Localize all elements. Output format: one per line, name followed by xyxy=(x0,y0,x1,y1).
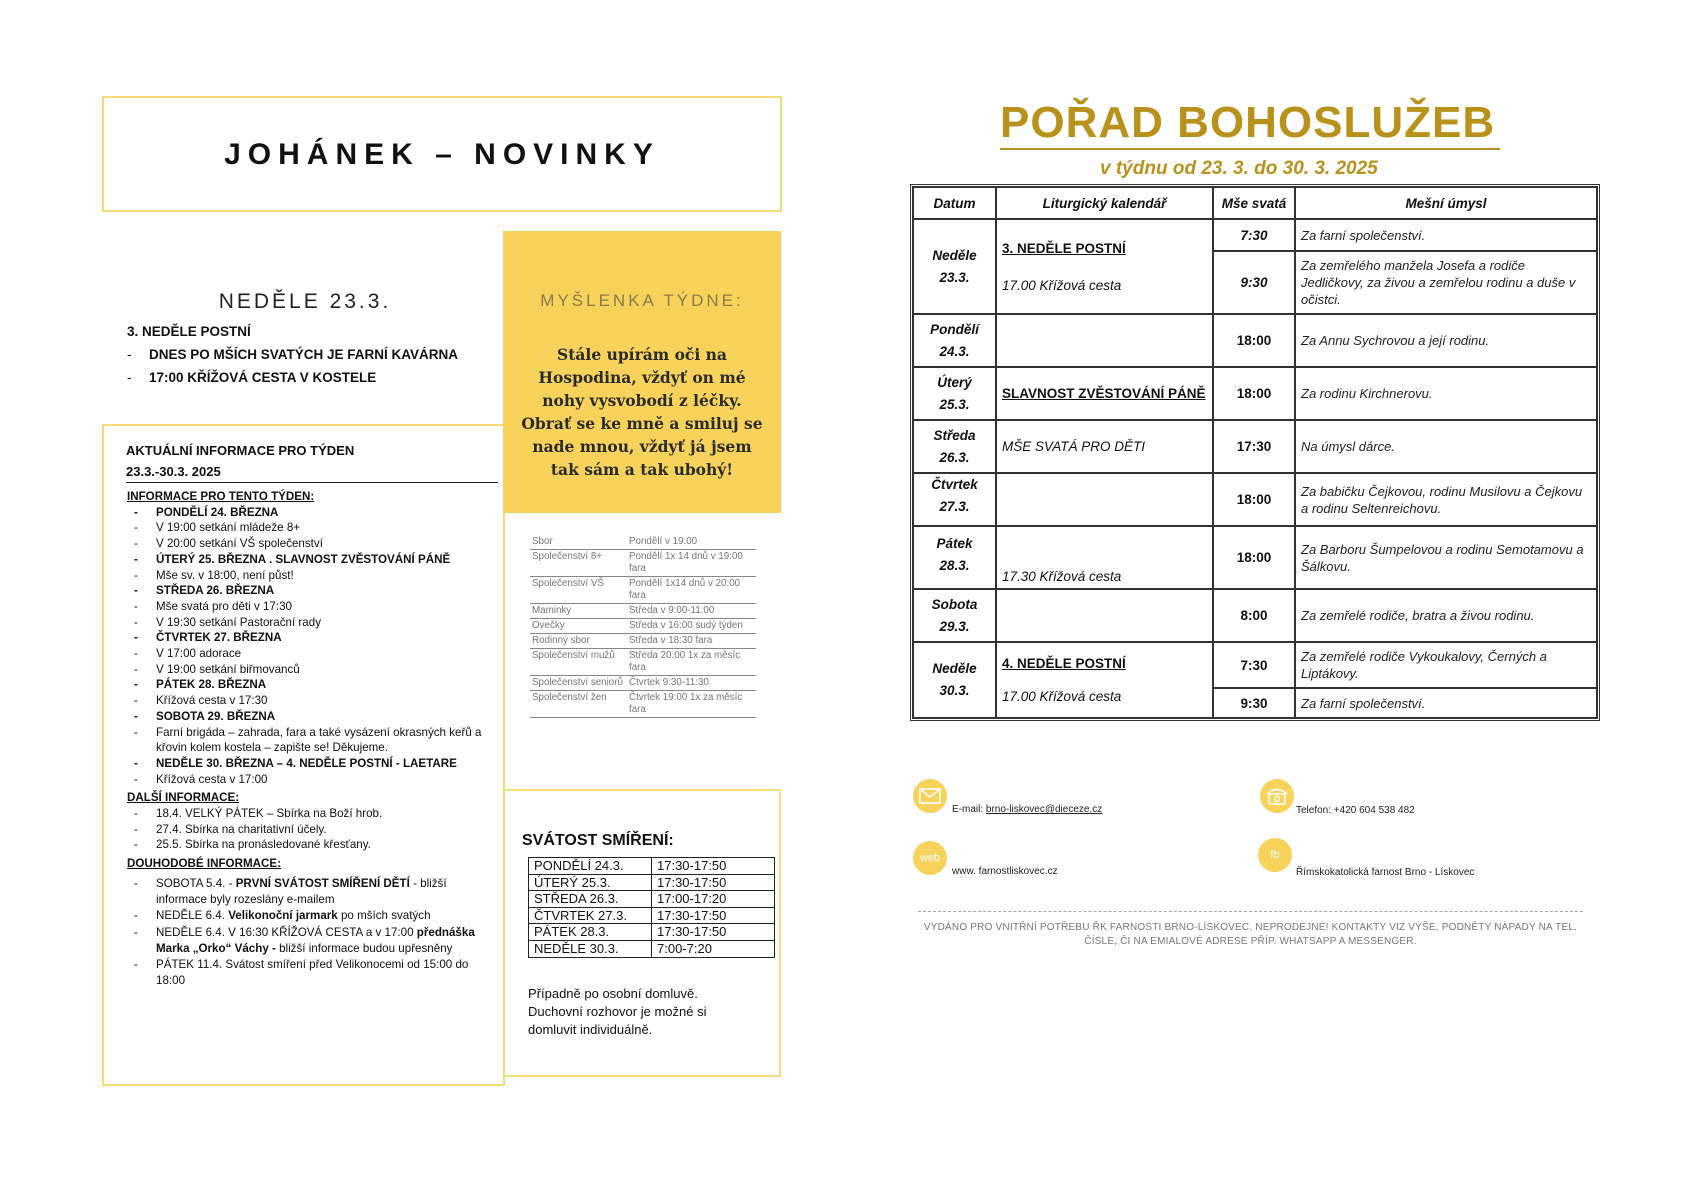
mass-time: 18:00 xyxy=(1213,367,1295,420)
liturgy-cell xyxy=(996,314,1213,367)
web-link[interactable]: www. farnostliskovec.cz xyxy=(952,866,1058,877)
list-item: - NEDĚLE 30. BŘEZNA – 4. NEDĚLE POSTNÍ - LAETARE xyxy=(126,756,498,772)
group-time: Čtvrtek 19:00 1x za měsíc fara xyxy=(627,691,756,718)
confession-heading: SVÁTOST SMÍŘENÍ: xyxy=(522,832,674,849)
day-cell: Středa 26.3. xyxy=(913,420,996,473)
mass-intention: Za rodinu Kirchnerovu. xyxy=(1295,367,1597,420)
mass-time: 7:30 xyxy=(1213,219,1295,251)
confession-time: 7:00-7:20 xyxy=(652,940,775,957)
list-item: - V 19:00 setkání biřmovanců xyxy=(126,662,498,678)
list-item: - ČTVRTEK 27. BŘEZNA xyxy=(126,630,498,646)
confession-day: STŘEDA 26.3. xyxy=(529,891,652,908)
mass-time: 18:00 xyxy=(1213,526,1295,589)
table-row xyxy=(530,604,756,619)
table-row xyxy=(913,642,1597,688)
liturgy-cell: SLAVNOST ZVĚSTOVÁNÍ PÁNĚ xyxy=(996,367,1213,420)
week-info-title: INFORMACE PRO TENTO TÝDEN: xyxy=(127,490,315,503)
confession-time: 17:30-17:50 xyxy=(652,924,775,941)
list-item: - STŘEDA 26. BŘEZNA xyxy=(126,583,498,599)
info-date-range: 23.3.-30.3. 2025 xyxy=(126,461,498,483)
title-box xyxy=(102,96,782,212)
mass-intention: Na úmysl dárce. xyxy=(1295,420,1597,473)
liturgy-cell: 17.30 Křížová cesta xyxy=(996,526,1213,589)
day-cell: Pondělí 24.3. xyxy=(913,314,996,367)
list-item: - SOBOTA 5.4. - PRVNÍ SVÁTOST SMÍŘENÍ DĚTÍ - bližší informace byly rozeslány e-mailem xyxy=(126,876,498,907)
table-row xyxy=(530,550,756,577)
mass-time: 7:30 xyxy=(1213,642,1295,688)
table-row xyxy=(530,676,756,691)
table-row xyxy=(530,691,756,718)
list-item: - NEDĚLE 6.4. V 16:30 KŘÍŽOVÁ CESTA a v 17:00 přednáška Marka „Orko“ Váchy - bližší informace budou upřesněny xyxy=(126,925,498,956)
mass-intention: Za zemřelého manžela Josefa a rodiče Jedličkovy, za živou a zemřelou rodinu a duše v očistci. xyxy=(1295,251,1597,314)
group-time: Pondělí 1x 14 dnů v 19:00 fara xyxy=(627,550,756,577)
sunday-list xyxy=(127,320,458,389)
more-info-title: DALŠÍ INFORMACE: xyxy=(127,791,240,805)
group-time: Čtvrtek 9:30-11:30 xyxy=(627,676,756,691)
table-row xyxy=(529,924,775,941)
confession-time: 17:30-17:50 xyxy=(652,907,775,924)
table-row xyxy=(530,535,756,550)
mass-intention: Za Annu Sychrovou a její rodinu. xyxy=(1295,314,1597,367)
liturgy-cell: 4. NEDĚLE POSTNÍ 17.00 Křížová cesta xyxy=(996,642,1213,718)
mass-time: 17:30 xyxy=(1213,420,1295,473)
table-row xyxy=(530,619,756,634)
group-time: Pondělí v 19:00 xyxy=(627,535,756,550)
day-cell: Čtvrtek 27.3. xyxy=(913,473,996,526)
group-name: Maminky xyxy=(530,604,627,619)
group-name: Společenství 8+ xyxy=(530,550,627,577)
day-cell: Neděle 30.3. xyxy=(913,642,996,718)
col-header: Liturgický kalendář xyxy=(996,187,1213,219)
mass-intention: Za babičku Čejkovou, rodinu Musilovu a Čejkovu a rodinu Seltenreichovu. xyxy=(1295,473,1597,526)
list-item: - ÚTERÝ 25. BŘEZNA . SLAVNOST ZVĚSTOVÁNÍ PÁNĚ xyxy=(126,552,498,568)
table-row xyxy=(530,577,756,604)
long-info-title: DOUHODOBÉ INFORMACE: xyxy=(127,857,281,871)
week-info-list xyxy=(126,505,498,788)
confession-day: PÁTEK 28.3. xyxy=(529,924,652,941)
facebook-icon: fb xyxy=(1258,838,1292,872)
list-item: - V 20:00 setkání VŠ společenství xyxy=(126,536,498,552)
mass-time: 8:00 xyxy=(1213,589,1295,642)
liturgy-cell xyxy=(996,589,1213,642)
divider xyxy=(918,911,1583,912)
table-row xyxy=(913,589,1597,642)
table-row xyxy=(530,649,756,676)
confession-time: 17:00-17:20 xyxy=(652,891,775,908)
confession-day: ČTVRTEK 27.3. xyxy=(529,907,652,924)
page-title: JOHÁNEK – NOVINKY xyxy=(224,138,660,171)
table-row xyxy=(529,940,775,957)
phone-contact: Telefon: +420 604 538 482 xyxy=(1296,805,1415,816)
envelope-icon xyxy=(913,779,947,813)
confession-day: ÚTERÝ 25.3. xyxy=(529,874,652,891)
title-underline xyxy=(1000,148,1500,150)
groups-table xyxy=(530,535,756,718)
mass-intention: Za farní společenství. xyxy=(1295,688,1597,718)
table-row xyxy=(530,634,756,649)
email-contact: E-mail: brno-liskovec@dieceze.cz xyxy=(952,804,1103,815)
day-cell: Sobota 29.3. xyxy=(913,589,996,642)
list-item: - V 17:00 adorace xyxy=(126,646,498,662)
web-icon: web xyxy=(913,841,947,875)
mass-intention: Za zemřelé rodiče, bratra a živou rodinu. xyxy=(1295,589,1597,642)
thought-quote: Stále upírám oči na Hospodina, vždyť on mé nohy vysvobodí z léčky. Obrať se ke mně a smiluj se nade mnou, vždyť já jsem tak sám a tak ubohý! xyxy=(521,345,763,479)
group-time: Středa v 16:00 sudý týden xyxy=(627,619,756,634)
table-row xyxy=(529,891,775,908)
sunday-heading: NEDĚLE 23.3. xyxy=(218,290,392,313)
list-item: - PÁTEK 28. BŘEZNA xyxy=(126,677,498,693)
group-time: Středa 20:00 1x za měsíc fara xyxy=(627,649,756,676)
sunday-item: - DNES PO MŠÍCH SVATÝCH JE FARNÍ KAVÁRNA xyxy=(127,343,458,366)
table-row xyxy=(529,874,775,891)
mass-intention: Za Barboru Šumpelovou a rodinu Semotamovu a Šálkovu. xyxy=(1295,526,1597,589)
list-item: - Farní brigáda – zahrada, fara a také vysázení okrasných keřů a křovin kolem kostela – zapište se! Děkujeme. xyxy=(126,725,498,756)
list-item: - 25.5. Sbírka na pronásledované křesťany. xyxy=(126,837,498,853)
list-item: - Křížová cesta v 17:30 xyxy=(126,693,498,709)
group-time: Pondělí 1x14 dnů v 20:00 fara xyxy=(627,577,756,604)
confession-note: Případně po osobní domluvě. Duchovní rozhovor je možné si domluvit individuálně. xyxy=(528,986,707,1037)
list-item: - Mše sv. v 18:00, není půst! xyxy=(126,568,498,584)
list-item: - Křížová cesta v 17:00 xyxy=(126,772,498,788)
table-row xyxy=(913,219,1597,251)
table-row xyxy=(913,367,1597,420)
confession-day: NEDĚLE 30.3. xyxy=(529,940,652,957)
group-name: Ovečky xyxy=(530,619,627,634)
phone-icon xyxy=(1260,779,1294,813)
mass-intention: Za farní společenství. xyxy=(1295,219,1597,251)
liturgy-cell: MŠE SVATÁ PRO DĚTI xyxy=(996,420,1213,473)
list-item: - 18.4. VELKÝ PÁTEK – Sbírka na Boží hrob. xyxy=(126,806,498,822)
liturgy-cell: 3. NEDĚLE POSTNÍ 17.00 Křížová cesta xyxy=(996,219,1213,314)
table-row xyxy=(913,473,1597,526)
email-link[interactable]: brno-liskovec@dieceze.cz xyxy=(985,804,1103,815)
mass-time: 18:00 xyxy=(1213,314,1295,367)
day-cell: Pátek 28.3. xyxy=(913,526,996,589)
table-row xyxy=(529,858,775,875)
group-time: Středa v 18:30 fara xyxy=(627,634,756,649)
confession-time: 17:30-17:50 xyxy=(652,858,775,875)
list-item: - PÁTEK 11.4. Svátost smíření před Velikonocemi od 15:00 do 18:00 xyxy=(126,957,498,988)
table-row xyxy=(913,420,1597,473)
thought-of-week xyxy=(503,231,781,513)
sunday-subtitle: 3. NEDĚLE POSTNÍ xyxy=(127,324,251,339)
mass-time: 9:30 xyxy=(1213,251,1295,314)
col-header: Datum xyxy=(913,187,996,219)
liturgy-cell xyxy=(996,473,1213,526)
table-row xyxy=(913,526,1597,589)
confession-time: 17:30-17:50 xyxy=(652,874,775,891)
list-item: - Mše svatá pro děti v 17:30 xyxy=(126,599,498,615)
list-item: - SOBOTA 29. BŘEZNA xyxy=(126,709,498,725)
weekly-info xyxy=(126,440,498,989)
confession-day: PONDĚLÍ 24.3. xyxy=(529,858,652,875)
group-name: Společenství seniorů xyxy=(530,676,627,691)
mass-time: 18:00 xyxy=(1213,473,1295,526)
mass-time: 9:30 xyxy=(1213,688,1295,718)
confession-table xyxy=(528,857,775,958)
list-item: - NEDĚLE 6.4. Velikonoční jarmark po mších svatých xyxy=(126,908,498,924)
mass-intention: Za zemřelé rodiče Vykoukalovy, Černých a Liptákovy. xyxy=(1295,642,1597,688)
schedule-title: POŘAD BOHOSLUŽEB xyxy=(1000,98,1496,147)
day-cell: Úterý 25.3. xyxy=(913,367,996,420)
list-item: - 27.4. Sbírka na charitativní účely. xyxy=(126,822,498,838)
col-header: Mešní úmysl xyxy=(1295,187,1597,219)
list-item: - V 19:30 setkání Pastorační rady xyxy=(126,615,498,631)
group-name: Rodinný sbor xyxy=(530,634,627,649)
table-row xyxy=(913,314,1597,367)
group-name: Společenství mužů xyxy=(530,649,627,676)
info-header: AKTUÁLNÍ INFORMACE PRO TÝDEN xyxy=(126,443,355,458)
schedule-subtitle: v týdnu od 23. 3. do 30. 3. 2025 xyxy=(1100,158,1378,179)
facebook-link[interactable]: Římskokatolická farnost Brno - Lískovec xyxy=(1296,867,1475,878)
group-name: Společenství VŠ xyxy=(530,577,627,604)
day-cell: Neděle 23.3. xyxy=(913,219,996,314)
group-name: Sbor xyxy=(530,535,627,550)
mass-schedule-table xyxy=(910,184,1600,721)
group-time: Středa v 9:00-11:00 xyxy=(627,604,756,619)
footer-note: VYDÁNO PRO VNITŘNÍ POTŘEBU ŘK FARNOSTI BRNO-LÍSKOVEC. NEPRODEJNÉ! KONTAKTY VIZ VÝŠE, PODNĚTY NÁPADY NA TEL. ČÍSLE, ČI NA EMIALOVÉ ADRESE PŘÍP. WHATSAPP A MESSENGER. xyxy=(923,922,1578,947)
list-item: - V 19:00 setkání mládeže 8+ xyxy=(126,520,498,536)
col-header: Mše svatá xyxy=(1213,187,1295,219)
thought-heading: MYŠLENKA TÝDNE: xyxy=(540,291,744,310)
sunday-item: - 17:00 KŘÍŽOVÁ CESTA V KOSTELE xyxy=(127,366,458,389)
table-row xyxy=(529,907,775,924)
group-name: Společenství žen xyxy=(530,691,627,718)
list-item: - PONDĚLÍ 24. BŘEZNA xyxy=(126,505,498,521)
